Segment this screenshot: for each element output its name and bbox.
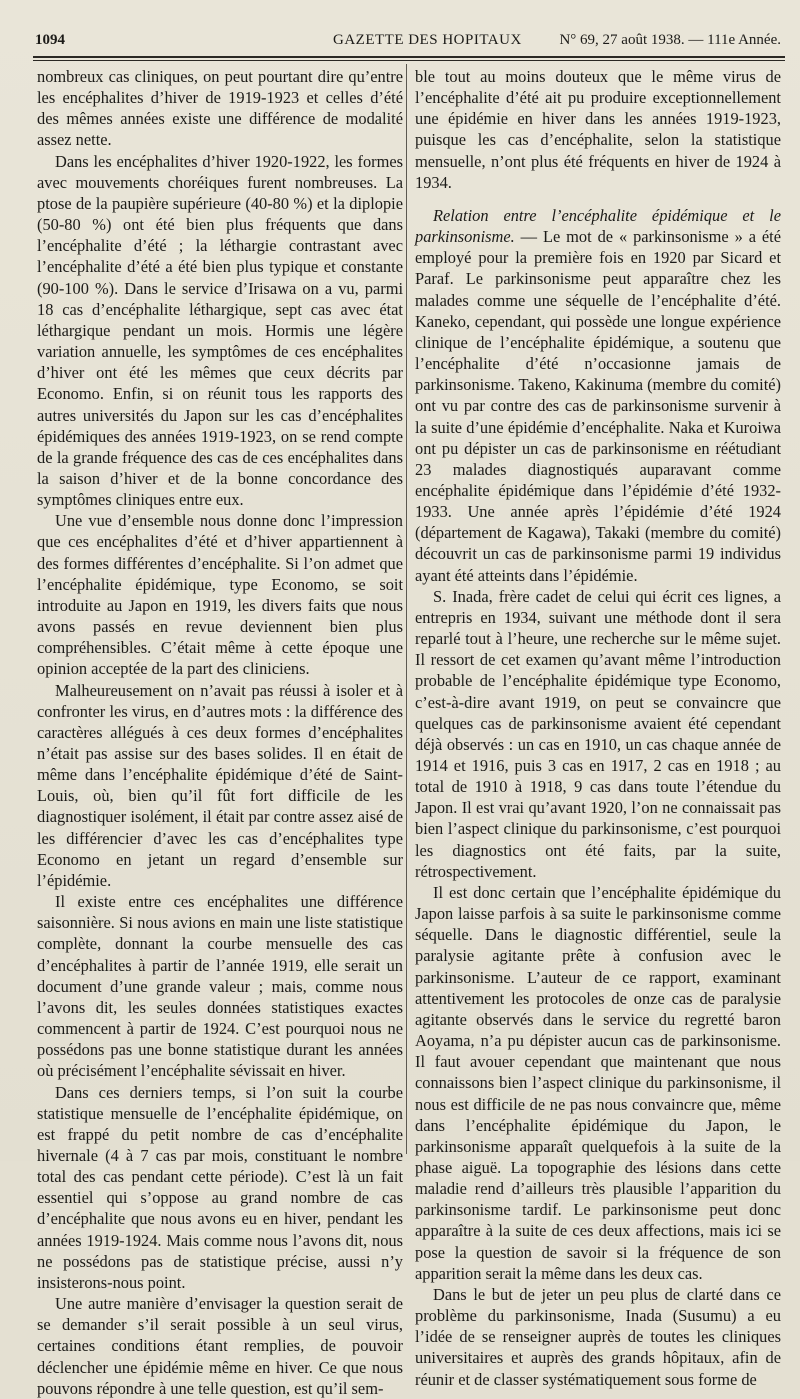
running-header [33,30,783,52]
paragraph: Une vue d’ensemble nous donne donc l’impression que ces encéphalites d’été et d’hiver appartiennent à des formes différentes d’encéphalite. Si l’on admet que l’encéphalite épidémique, type Economo, se soit introduite au Japon en 1919, les divers faits que nous avons passés en revue deviennent bien plus compréhensibles. C’était même à cette époque une opinion acceptée de la part des cliniciens. [37,511,403,679]
page-number: 1094 [35,32,65,48]
section-gap [415,193,781,205]
paragraph: Dans ces derniers temps, si l’on suit la courbe statistique mensuelle de l’encéphalite épidémique, on est frappé du petit nombre de cas d’encéphalite hivernale (4 à 7 cas par mois, constituant le nombre total des cas pendant cette période). C’est là un fait essentiel qui s’oppose au grand nombre de cas d’encéphalite que nous avons eu en hiver, pendant les années 1919-1924. Mais comme nous l’avons dit, nous ne possédons pas de statistique précise, aussi n’y insisterons-nous point. [37,1082,403,1292]
paragraph: ble tout au moins douteux que le même virus de l’encéphalite d’été ait pu produire exceptionnellement une épidémie en hiver dans les années 1919-1923, puisque les cas d’encéphalite, selon la statistique mensuelle, n’ont plus été fréquents en hiver de 1924 à 1934. [415,67,781,192]
paragraph: Dans le but de jeter un peu plus de clarté dans ce problème du parkinsonisme, Inada (Susumu) a eu l’idée de se renseigner auprès de toutes les cliniques universitaires et auprès des grands hôpitaux, afin de réunir et de classer systématiquement sous forme de [415,1284,781,1389]
left-column [37,66,403,1398]
right-column [415,66,781,1389]
header-rule-thin [33,60,785,61]
header-rule-thick [33,56,785,58]
paragraph: nombreux cas cliniques, on peut pourtant dire qu’entre les encéphalites d’hiver de 1919-1923 et celles d’été des mêmes années existe une différence de modalité assez nette. [37,67,403,150]
journal-title: GAZETTE DES HOPITAUX [333,32,522,48]
paragraph: Malheureusement on n’avait pas réussi à isoler et à confronter les virus, en d’autres mots : la différence des caractères allégués à ces deux formes d’encéphalites n’était pas assise sur des bases solides. Il en était de même dans l’encéphalite épidémique d’été de Saint-Louis, où, bien qu’il fût fort difficile de les diagnostiquer isolément, il était par contre assez aisé de les différencier d’avec les cas d’encéphalites type Economo en jetant un regard d’ensemble sur l’épidémie. [37,680,403,890]
paragraph: Il est donc certain que l’encéphalite épidémique du Japon laisse parfois à sa suite le parkinsonisme comme séquelle. Dans le diagnostic différentiel, seule la paralysie agitante prête à confusion avec le parkinsonisme. L’auteur de ce rapport, examinant attentivement les protocoles de onze cas de paralysie agitante observés dans le service du regretté baron Aoyama, n’a pu dépister aucun cas de parkinsonisme. Il faut avouer cependant que maintenant que nous connaissons bien l’aspect clinique du parkinsonisme, il nous est difficile de ne pas nous convaincre que, même dans l’encéphalite épidémique du Japon, le parkinsonisme apparaît quelquefois à la suite de la phase aiguë. La topographie des lésions dans cette maladie rend d’ailleurs très plausible l’apparition du parkinsonisme tardif. Le parkinsonisme peut donc apparaître à la suite de ces deux affections, mais ici se pose la question de savoir si la fréquence de son apparition serait la même dans les deux cas. [415,882,781,1283]
paragraph: Une autre manière d’envisager la question serait de se demander s’il serait possible à un seul virus, certaines conditions étant remplies, de pouvoir déclencher une épidémie même en hiver. Ce que nous pouvons répondre à une telle question, est qu’il sem- [37,1294,403,1398]
paragraph [415,205,781,586]
paragraph: S. Inada, frère cadet de celui qui écrit ces lignes, a entrepris en 1934, suivant une méthode dont il sera reparlé tout à l’heure, une recherche sur le même sujet. Il ressort de cet examen qu’avant même l’introduction probable de l’encéphalite épidémique type Economo, c’est-à-dire avant 1919, on peut se convaincre que quelques cas de parkinsonisme avaient été cependant déjà observés : un cas en 1910, un cas chaque année de 1914 et 1916, puis 3 cas en 1917, 2 cas en 1918 ; au total de 1910 à 1918, 9 cas dans toute l’étendue du Japon. Il est vrai qu’avant 1920, l’on ne connaissait pas bien l’aspect clinique du parkinsonisme, c’est pourquoi les diagnostics ont été faits, par la suite, rétrospectivement. [415,586,781,881]
issue-info: N° 69, 27 août 1938. — 111e Année. [559,32,781,48]
paragraph: Dans les encéphalites d’hiver 1920-1922, les formes avec mouvements choréiques furent nombreuses. La ptose de la paupière supérieure (40-80 %) et la diplopie (50-80 %) ont été bien plus fréquents que dans l’encéphalite d’été ; la léthargie contrastant avec l’encéphalite d’été a été bien plus typique et constante (90-100 %). Dans le service d’Irisawa on a vu, parmi 18 cas d’encéphalite léthargique, sept cas avec état léthargique pendant un mois. Hormis une légère variation annuelle, les symptômes de ces encéphalites d’hiver ont été les mêmes que ceux décrits par Economo. Enfin, si on réunit tous les rapports des autres universités du Japon sur les cas d’encéphalites épidémiques des années 1919-1923, on se rend compte de la grande fréquence des cas de ces encéphalites dans la saison d’hiver et de la bonne concordance des symptômes cliniques entre eux. [37,151,403,510]
paragraph-text: — Le mot de « parkinsonisme » a été employé pour la première fois en 1920 par Sicard et Paraf. Le parkinsonisme peut apparaître chez les malades comme une séquelle de l’encéphalite d’été. Kaneko, cependant, qui possède une longue expérience clinique de l’encéphalite épidémique, a soutenu que l’encéphalite d’été n’occasionne jamais de parkinsonisme. Takeno, Kakinuma (membre du comité) ont vu par contre des cas de parkinsonisme survenir à la suite d’une épidémie d’encéphalite. Naka et Kuroiwa ont pu dépister un cas de parkinsonisme en réétudiant 23 malades diagnostiqués auparavant comme encéphalite épidémique dans l’épidémie d’été 1932-1933. Une année après l’épidémie d’été 1924 (département de Kagawa), Takaki (membre du comité) découvrit un cas de parkinsonisme parmi 19 individus ayant été atteints dans l’épidémie. [415,227,781,585]
paragraph: Il existe entre ces encéphalites une différence saisonnière. Si nous avions en main une liste statistique complète, donnant la courbe mensuelle des cas d’encéphalites à partir de l’année 1919, elle serait un document d’une grande valeur ; mais, comme nous l’avons dit, les seules données statistiques exactes commencent à partir de 1924. C’est pourquoi nous ne possédons pas une bonne statistique durant les années où précisément l’encéphalite sévissait en hiver. [37,892,403,1081]
section-heading: Relation entre l’encéphalite épidémique et le parkinsonisme. [415,205,781,247]
column-divider [406,64,407,1154]
